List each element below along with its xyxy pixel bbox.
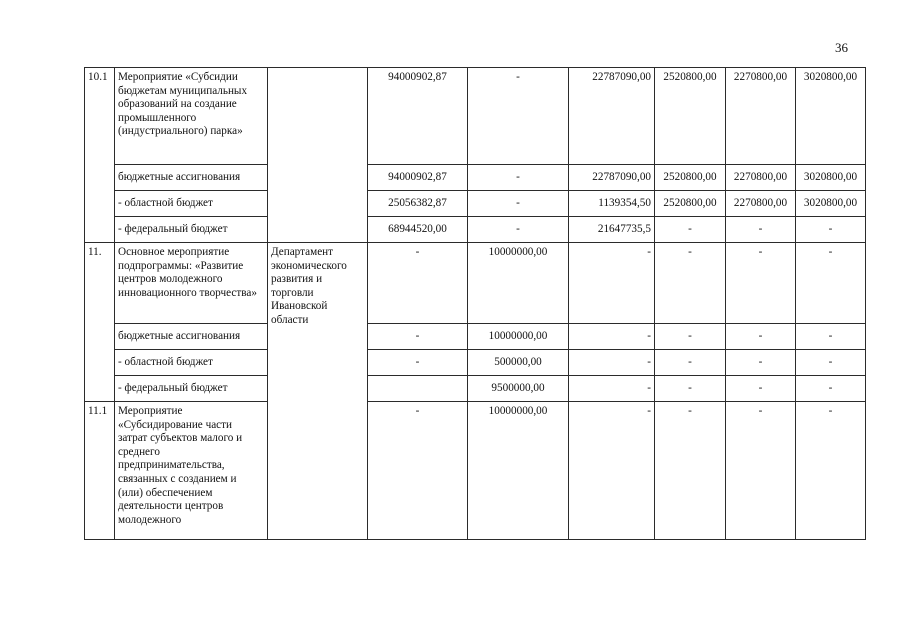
amount-cell: - <box>655 376 726 402</box>
amount-cell: 10000000,00 <box>468 402 569 540</box>
amount-cell: - <box>368 402 468 540</box>
activity-name: Мероприятие «Субсидии бюджетам муниципальных образований на создание промышленного (индустриального) парка» <box>115 68 268 165</box>
funding-source-label: бюджетные ассигнования <box>115 324 268 350</box>
amount-cell: - <box>368 324 468 350</box>
table-row <box>85 376 866 402</box>
row-number: 11. <box>85 243 115 402</box>
amount-cell: - <box>569 324 655 350</box>
executor-cell <box>268 68 368 243</box>
funding-source-label: - областной бюджет <box>115 350 268 376</box>
amount-cell: 9500000,00 <box>468 376 569 402</box>
amount-cell: 3020800,00 <box>796 68 866 165</box>
activity-name: Основное мероприятие подпрограммы: «Развитие центров молодежного инновационного творчества» <box>115 243 268 324</box>
amount-cell: 2520800,00 <box>655 165 726 191</box>
table-row <box>85 243 866 324</box>
amount-cell: - <box>796 376 866 402</box>
amount-cell: 21647735,5 <box>569 217 655 243</box>
table-row <box>85 402 866 540</box>
amount-cell <box>368 376 468 402</box>
amount-cell: - <box>569 402 655 540</box>
table-row <box>85 217 866 243</box>
amount-cell: - <box>655 350 726 376</box>
amount-cell: - <box>726 217 796 243</box>
amount-cell: - <box>726 402 796 540</box>
amount-cell: - <box>569 376 655 402</box>
amount-cell: - <box>726 376 796 402</box>
amount-cell: 2270800,00 <box>726 191 796 217</box>
amount-cell: - <box>796 243 866 324</box>
amount-cell: - <box>569 243 655 324</box>
amount-cell: 2270800,00 <box>726 165 796 191</box>
amount-cell: 3020800,00 <box>796 165 866 191</box>
amount-cell: 10000000,00 <box>468 243 569 324</box>
amount-cell: - <box>655 402 726 540</box>
amount-cell: - <box>796 402 866 540</box>
amount-cell: 2520800,00 <box>655 191 726 217</box>
table-row <box>85 68 866 165</box>
amount-cell: 3020800,00 <box>796 191 866 217</box>
amount-cell: 25056382,87 <box>368 191 468 217</box>
amount-cell: 22787090,00 <box>569 68 655 165</box>
amount-cell: 2520800,00 <box>655 68 726 165</box>
funding-source-label: - федеральный бюджет <box>115 217 268 243</box>
row-number: 11.1 <box>85 402 115 540</box>
executor-name: Департамент экономического развития и торговли Ивановской области <box>268 243 368 540</box>
amount-cell: - <box>655 324 726 350</box>
amount-cell: - <box>468 165 569 191</box>
amount-cell: 22787090,00 <box>569 165 655 191</box>
amount-cell: - <box>796 217 866 243</box>
amount-cell: - <box>796 350 866 376</box>
amount-cell: 94000902,87 <box>368 165 468 191</box>
amount-cell: 68944520,00 <box>368 217 468 243</box>
amount-cell: 1139354,50 <box>569 191 655 217</box>
amount-cell: - <box>468 68 569 165</box>
amount-cell: - <box>569 350 655 376</box>
budget-table <box>84 67 866 540</box>
amount-cell: - <box>368 243 468 324</box>
amount-cell: - <box>796 324 866 350</box>
amount-cell: - <box>468 217 569 243</box>
amount-cell: - <box>655 217 726 243</box>
amount-cell: - <box>468 191 569 217</box>
amount-cell: - <box>726 243 796 324</box>
table-row <box>85 350 866 376</box>
amount-cell: 500000,00 <box>468 350 569 376</box>
activity-name: Мероприятие «Субсидирование части затрат субъектов малого и среднего предпринимательства, связанных с созданием и (или) обеспечением деятельности центров молодежного <box>115 402 268 540</box>
amount-cell: - <box>726 324 796 350</box>
amount-cell: - <box>368 350 468 376</box>
funding-source-label: - областной бюджет <box>115 191 268 217</box>
funding-source-label: - федеральный бюджет <box>115 376 268 402</box>
table-row <box>85 324 866 350</box>
row-number: 10.1 <box>85 68 115 243</box>
amount-cell: 94000902,87 <box>368 68 468 165</box>
table-row <box>85 191 866 217</box>
funding-source-label: бюджетные ассигнования <box>115 165 268 191</box>
amount-cell: 10000000,00 <box>468 324 569 350</box>
amount-cell: 2270800,00 <box>726 68 796 165</box>
amount-cell: - <box>726 350 796 376</box>
table-row <box>85 165 866 191</box>
page-number: 36 <box>835 40 848 55</box>
amount-cell: - <box>655 243 726 324</box>
